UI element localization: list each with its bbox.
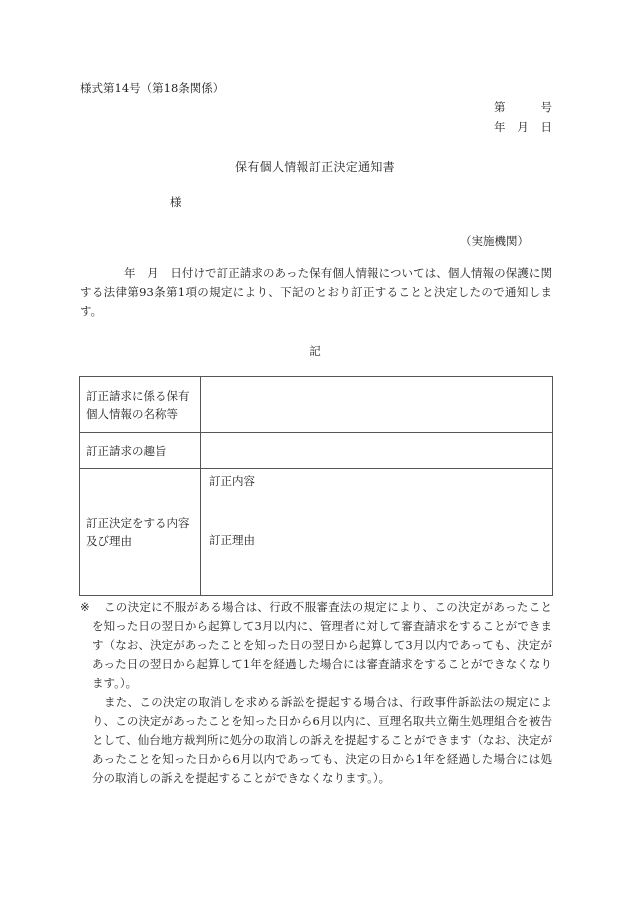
document-number-dai: 第 [494, 100, 506, 114]
note-lawsuit: また、この決定の取消しを求める訴訟を提起する場合は、行政事件訴訟法の規定により、この決定があったことを知った日から6月以内に、亘理名取共立衛生処理組合を被告として、仙台地方裁判所に処分の取消しの訴えを提起することができます（なお、決定があったことを知った日から6月以内であっても、決定の日から1年を経過した場合には処分の取消しの訴えを提起することができなくなります。）。 [92, 695, 552, 785]
form-number: 様式第14号（第18条関係） [80, 81, 225, 95]
addressee-suffix: 様 [170, 195, 182, 209]
row-value-decision [201, 469, 553, 596]
date-month: 月 [517, 120, 529, 134]
row-value-info-name [201, 377, 553, 433]
note-review-request: この決定に不服がある場合は、行政不服審査法の規定により、この決定があったことを知った日の翌日から起算して3月以内に、管理者に対して審査請求をすることができます（なお、決定があったことを知った日の翌日から起算して3月以内であっても、決定があった日の翌日から起算して1年を経過した場合には審査請求をすることができなくなります。）。 [92, 600, 552, 690]
ki-heading: 記 [309, 344, 321, 358]
table-row [80, 433, 553, 469]
table-row [80, 377, 553, 433]
appeal-notes [80, 598, 552, 788]
correction-reason-label: 訂正理由 [209, 533, 255, 547]
row-label-info-name: 訂正請求に係る保有個人情報の名称等 [80, 377, 201, 433]
correction-details-table [79, 376, 553, 596]
document-title: 保有個人情報訂正決定通知書 [235, 160, 395, 174]
date-day: 日 [540, 120, 552, 134]
note-mark: ※ [80, 600, 90, 614]
implementing-agency: （実施機関） [460, 234, 529, 248]
row-value-request-purpose [201, 433, 553, 469]
table-row [80, 469, 553, 596]
row-label-request-purpose: 訂正請求の趣旨 [80, 433, 201, 469]
correction-content-label: 訂正内容 [209, 474, 255, 488]
document-number-go: 号 [540, 100, 552, 114]
document-date-line [494, 119, 552, 135]
notice-body: 年 月 日付けで訂正請求のあった保有個人情報については、個人情報の保護に関する法律第93条第1項の規定により、下記のとおり訂正することと決定したので通知します。 [80, 266, 552, 318]
document-number-line [494, 99, 552, 115]
row-label-decision: 訂正決定をする内容及び理由 [80, 469, 201, 596]
date-year: 年 [494, 120, 506, 134]
